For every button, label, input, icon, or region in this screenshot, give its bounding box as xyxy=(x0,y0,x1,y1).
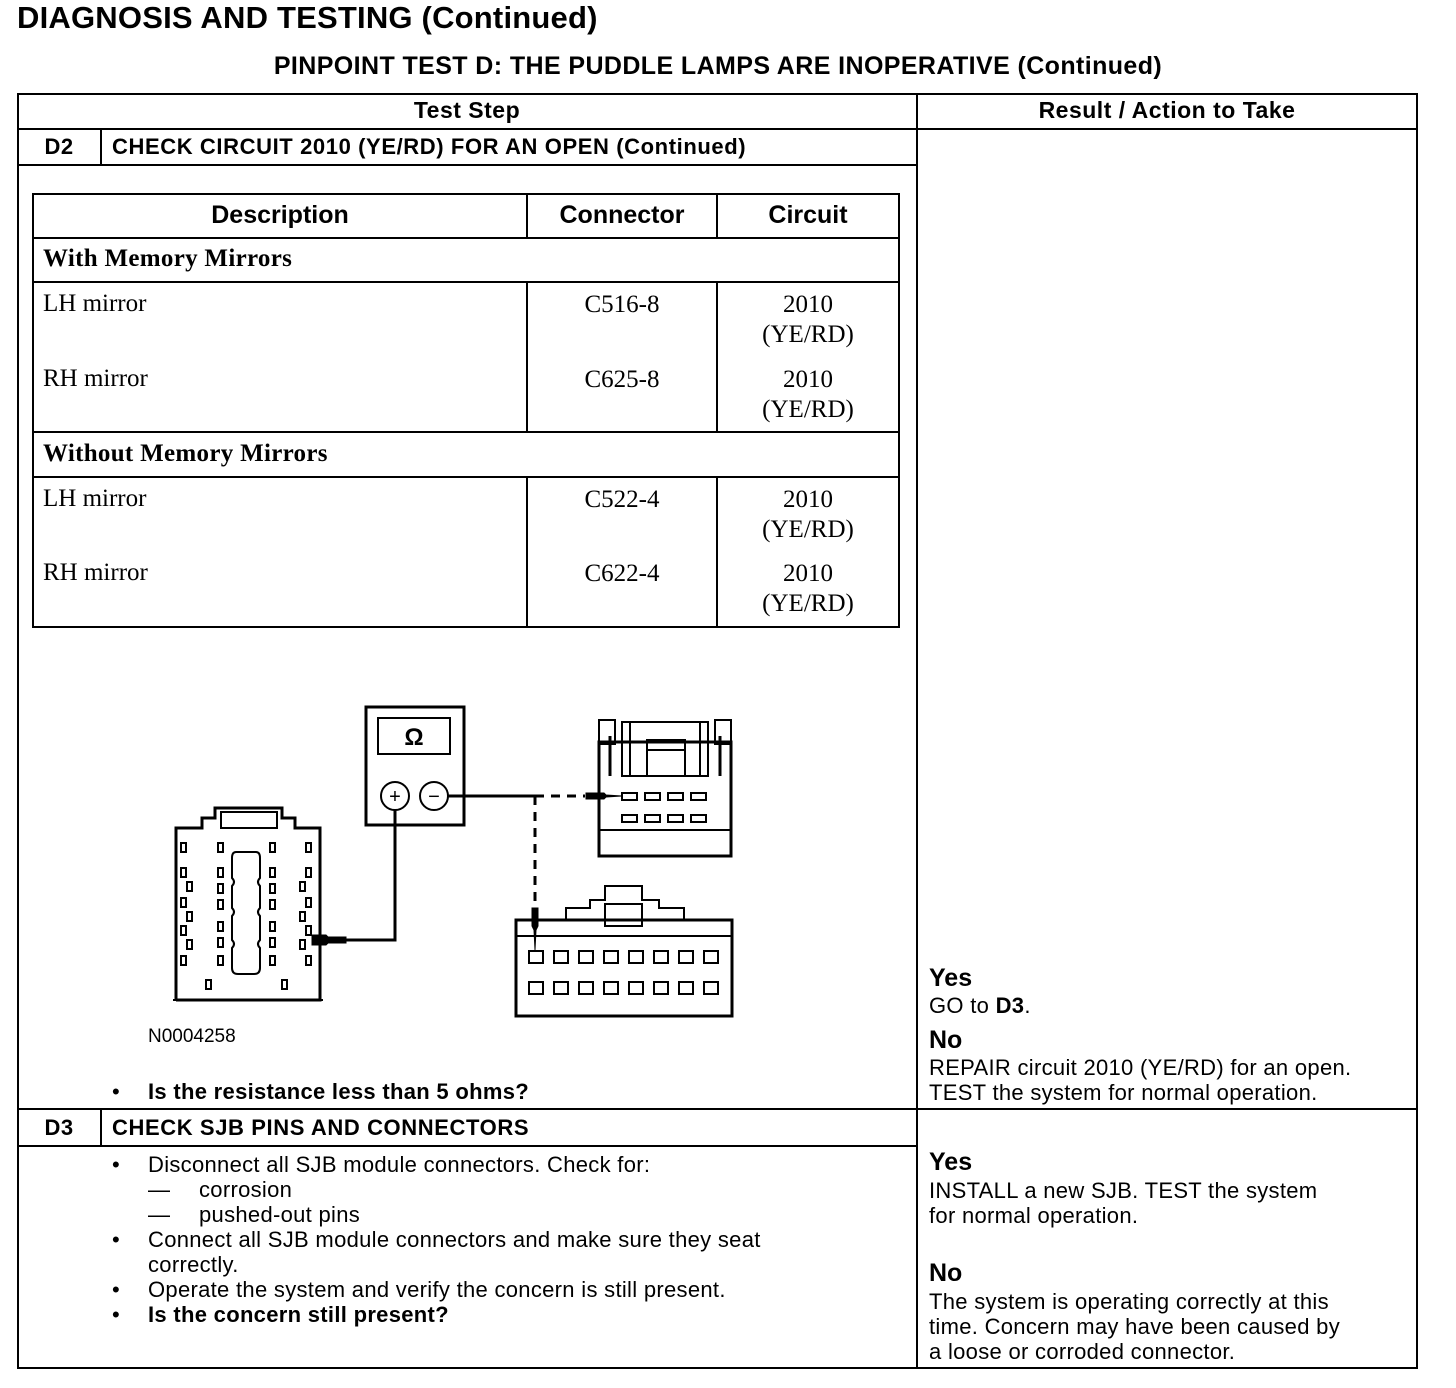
d3-bullet-3: Operate the system and verify the concern is still present. xyxy=(148,1277,726,1302)
top-connector-pins xyxy=(622,793,706,822)
row-circuit-color: (YE/RD) xyxy=(762,321,854,348)
row-circuit-color: (YE/RD) xyxy=(762,516,854,543)
probe-tip-top xyxy=(586,793,622,799)
page-subtitle: PINPOINT TEST D: THE PUDDLE LAMPS ARE INOPERATIVE (Continued) xyxy=(273,52,1163,80)
plus-label: + xyxy=(389,786,401,808)
row-connector: C516-8 xyxy=(584,291,660,318)
bullet: • xyxy=(112,1152,121,1177)
row-connector: C625-8 xyxy=(584,366,660,393)
bullet: • xyxy=(112,1227,121,1252)
row-circuit-color: (YE/RD) xyxy=(762,396,854,423)
minus-label: − xyxy=(428,786,440,808)
figure-id: N0004258 xyxy=(148,1026,236,1047)
row-circuit-number: 2010 xyxy=(783,366,833,393)
d3-dash-1: corrosion xyxy=(199,1177,293,1202)
bullet: • xyxy=(112,1079,121,1104)
d3-yes-line2: for normal operation. xyxy=(929,1203,1139,1228)
page-title: DIAGNOSIS AND TESTING (Continued) xyxy=(17,0,598,35)
d2-no-line2: TEST the system for normal operation. xyxy=(929,1080,1318,1105)
row-description: LH mirror xyxy=(43,485,147,512)
step-title-d3: CHECK SJB PINS AND CONNECTORS xyxy=(112,1115,530,1140)
dash: — xyxy=(148,1177,171,1202)
d3-dash-2: pushed-out pins xyxy=(199,1202,361,1227)
d3-question: Is the concern still present? xyxy=(148,1302,449,1327)
step-id-d3: D3 xyxy=(44,1115,74,1140)
row-description: RH mirror xyxy=(43,365,148,392)
d3-bullet-2-line1: Connect all SJB module connectors and make sure they seat xyxy=(148,1227,761,1252)
d3-bullet-2-line2: correctly. xyxy=(148,1252,239,1277)
d2-question: Is the resistance less than 5 ohms? xyxy=(148,1079,529,1104)
row-description: RH mirror xyxy=(43,559,148,586)
probe-tip-left xyxy=(312,935,346,945)
group-with-memory: With Memory Mirrors xyxy=(43,245,293,272)
probe-tip-bottom xyxy=(532,908,538,950)
row-connector: C622-4 xyxy=(584,560,660,587)
mirror-connector-bottom xyxy=(516,886,732,1016)
header-circuit: Circuit xyxy=(768,201,848,229)
d3-yes-label: Yes xyxy=(929,1148,973,1176)
dash: — xyxy=(148,1202,171,1227)
column-header-test-step: Test Step xyxy=(413,97,521,123)
positive-lead xyxy=(345,810,395,940)
column-header-result: Result / Action to Take xyxy=(1038,97,1296,123)
header-description: Description xyxy=(211,201,349,229)
d3-no-line3: a loose or corroded connector. xyxy=(929,1339,1236,1364)
d2-yes-text: GO to D3. xyxy=(929,993,1031,1018)
row-circuit-number: 2010 xyxy=(783,560,833,587)
row-circuit-color: (YE/RD) xyxy=(762,590,854,617)
d3-no-line2: time. Concern may have been caused by xyxy=(929,1314,1340,1339)
step-title-d2: CHECK CIRCUIT 2010 (YE/RD) FOR AN OPEN (Continued) xyxy=(112,134,747,159)
row-connector: C522-4 xyxy=(584,486,660,513)
bottom-connector-pins xyxy=(529,951,718,994)
d2-yes-label: Yes xyxy=(929,964,973,992)
row-description: LH mirror xyxy=(43,290,147,317)
ohm-symbol: Ω xyxy=(404,724,424,751)
d3-no-line1: The system is operating correctly at this xyxy=(929,1289,1329,1314)
step-id-d2: D2 xyxy=(44,134,74,159)
bullet: • xyxy=(112,1277,121,1302)
mirror-connector-top xyxy=(599,720,731,856)
sjb-connector-left xyxy=(173,808,323,1000)
row-circuit-number: 2010 xyxy=(783,486,833,513)
d2-no-line1: REPAIR circuit 2010 (YE/RD) for an open. xyxy=(929,1055,1352,1080)
d2-no-label: No xyxy=(929,1026,963,1054)
row-circuit-number: 2010 xyxy=(783,291,833,318)
d3-no-label: No xyxy=(929,1259,963,1287)
header-connector: Connector xyxy=(559,201,685,229)
group-without-memory: Without Memory Mirrors xyxy=(43,440,328,467)
d3-bullet-1: Disconnect all SJB module connectors. Check for: xyxy=(148,1152,651,1177)
bullet: • xyxy=(112,1302,121,1327)
sjb-pin-grid xyxy=(181,843,311,989)
d3-yes-line1: INSTALL a new SJB. TEST the system xyxy=(929,1178,1318,1203)
